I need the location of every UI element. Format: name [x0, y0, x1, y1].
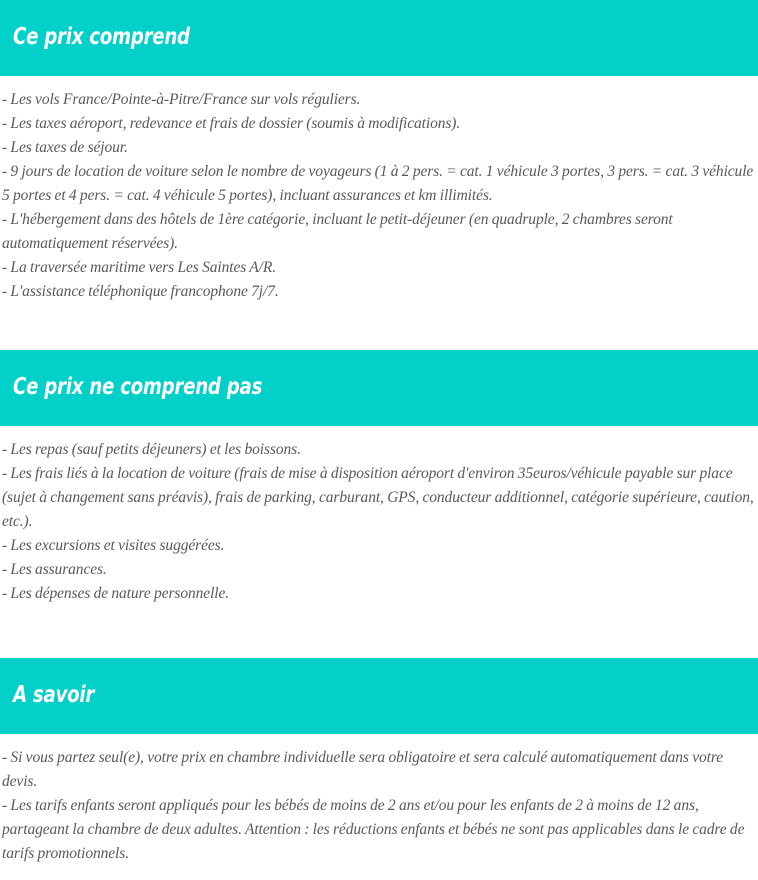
list-item: - Les assurances. — [2, 561, 107, 579]
list-item: - Les taxes aéroport, redevance et frais de dossier (soumis à modifications). — [2, 115, 461, 133]
list-item: - Les frais liés à la location de voiture (frais de mise à disposition aéroport d'environ 35euros/véhicule payable sur place (sujet à changement sans préavis), frais de parking, carburant, GPS, conducteur additionnel, catégorie supérieure, caution, etc.). — [2, 465, 754, 531]
list-item: - Les tarifs enfants seront appliqués pour les bébés de moins de 2 ans et/ou pour les enfants de 2 à moins de 12 ans, partageant la chambre de deux adultes. Attention : les réductions enfants et bébés ne sont pas applicables dans le cadre de tarifs promotionnels. — [2, 797, 745, 863]
list-item: - La traversée maritime vers Les Saintes A/R. — [2, 259, 276, 277]
list-item: - Les excursions et visites suggérées. — [2, 537, 225, 555]
list-item: - Si vous partez seul(e), votre prix en chambre individuelle sera obligatoire et sera calculé automatiquement dans votre devis. — [2, 749, 724, 791]
list-item: - 9 jours de location de voiture selon le nombre de voyageurs (1 à 2 pers. = cat. 1 véhicule 3 portes, 3 pers. = cat. 3 véhicule 5 portes et 4 pers. = cat. 4 véhicule 5 portes), incluant assurances et km illimités. — [2, 163, 754, 205]
section-body-excluded — [0, 426, 758, 606]
page-bottom-spacer — [0, 866, 758, 880]
list-item: - Les repas (sauf petits déjeuners) et les boissons. — [2, 441, 301, 459]
section-body-included — [0, 76, 758, 304]
section-spacer — [0, 606, 758, 658]
section-header-excluded — [0, 350, 758, 426]
section-header-good-to-know — [0, 658, 758, 734]
section-title-good-to-know: A savoir — [13, 682, 95, 709]
list-item: - Les vols France/Pointe-à-Pitre/France sur vols réguliers. — [2, 91, 361, 109]
list-item: - L'hébergement dans des hôtels de 1ère catégorie, incluant le petit-déjeuner (en quadruple, 2 chambres seront automatiquement réservées). — [2, 211, 673, 253]
list-item: - Les dépenses de nature personnelle. — [2, 585, 230, 603]
section-spacer — [0, 304, 758, 350]
section-title-excluded: Ce prix ne comprend pas — [13, 374, 263, 401]
list-item: - Les taxes de séjour. — [2, 139, 128, 157]
section-title-included: Ce prix comprend — [13, 24, 190, 51]
section-body-good-to-know — [0, 734, 758, 866]
list-item: - L'assistance téléphonique francophone 7j/7. — [2, 283, 279, 301]
section-a-savoir — [0, 658, 758, 866]
section-ce-prix-ne-comprend-pas — [0, 350, 758, 606]
section-ce-prix-comprend — [0, 0, 758, 304]
section-header-included — [0, 0, 758, 76]
